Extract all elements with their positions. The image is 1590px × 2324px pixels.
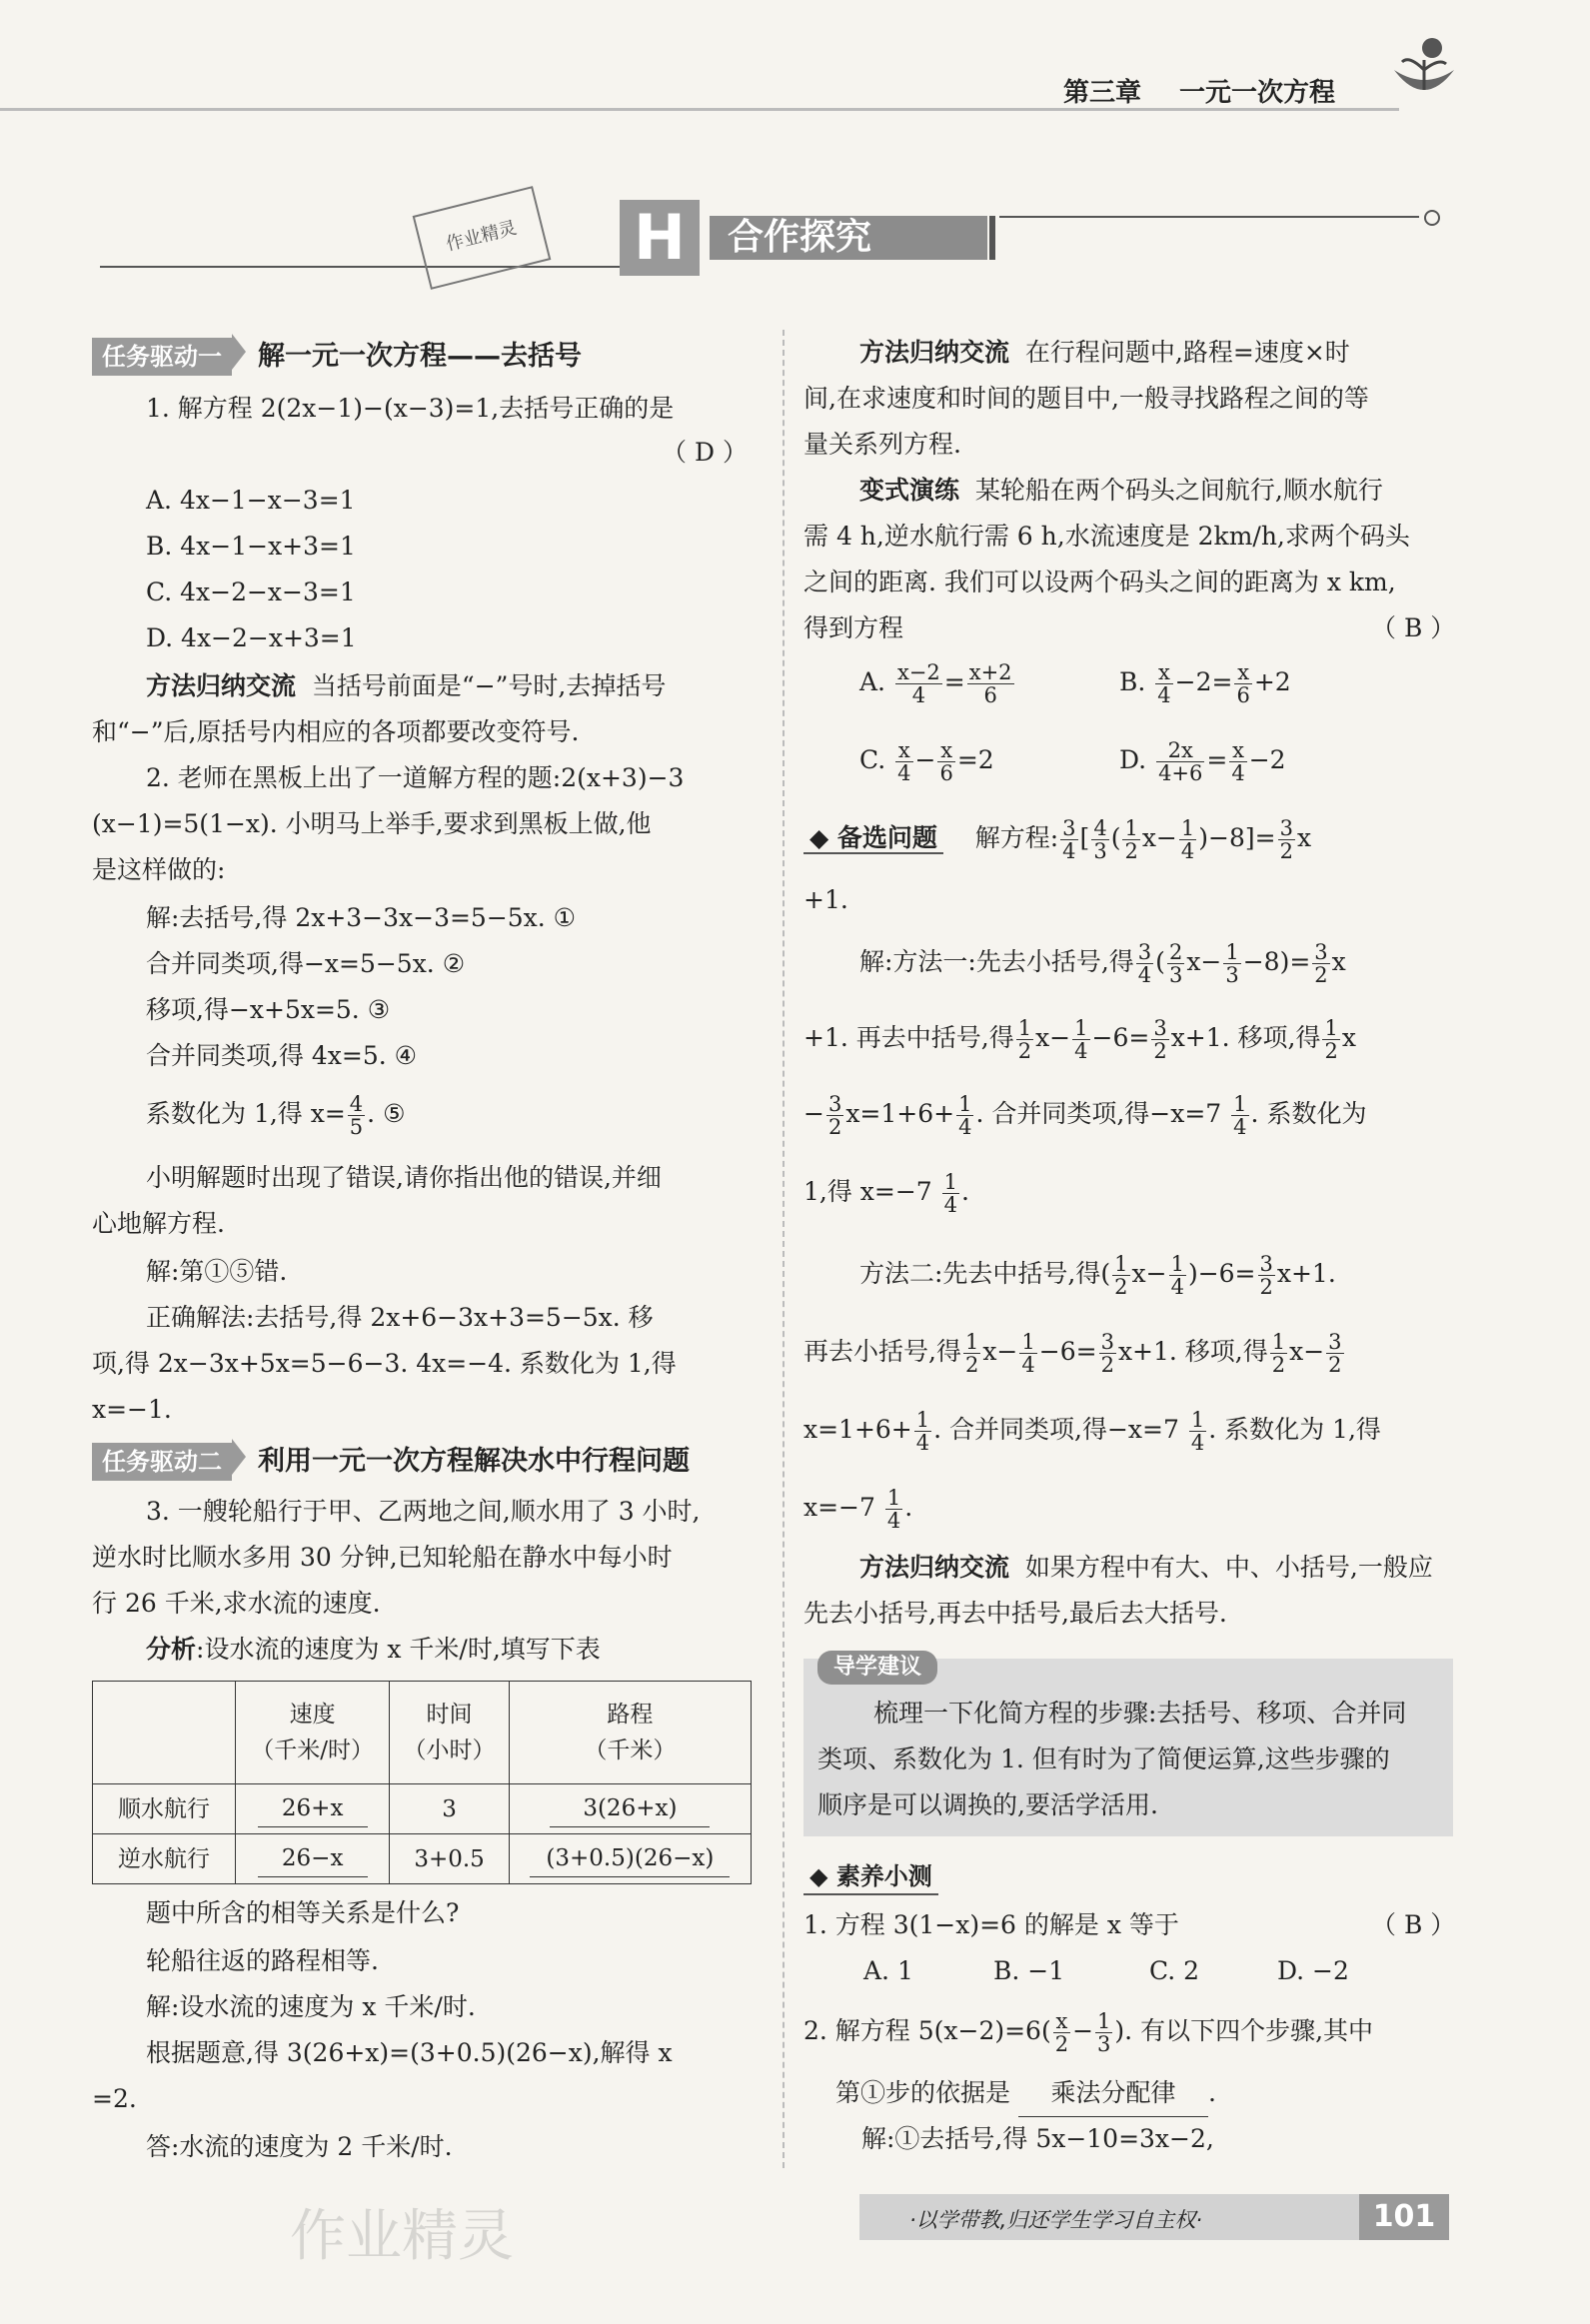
backup-m1-line2: +1. 再去中括号,得 $\frac{1}{2}$ x− $\frac{1}{4}$ −6= $\frac{3}{2}$ x+1. 移项,得 $\frac{1}{2}$ x [803,1016,1356,1063]
chapter-title: 一元一次方程 [1179,78,1336,108]
quiz-q1-answer: （ B ） [1371,1910,1456,1939]
q2-ans1: 解:第①⑤错. [146,1257,288,1286]
q2-line3: 是这样做的: [92,855,226,884]
watermark-text: 作业精灵 [290,2204,514,2269]
method2-text1: 在行程问题中,路程=速度×时 [1024,338,1350,367]
backup-m1-line4: 1,得 x=−7 $\frac{1}{4}$ . [803,1170,969,1217]
backup-problem-pre: 解方程: [974,823,1059,852]
section-banner [100,200,1439,280]
speed-table [92,1681,752,1884]
q2-step3: 移项,得−x+5x=5. ③ [146,995,391,1024]
quiz-label-text: 素养小测 [835,1862,932,1890]
method3-line1 [859,1545,1433,1591]
backup-m2-text3: . 合并同类项,得−x=7 [933,1415,1179,1444]
row2-speed [236,1834,390,1884]
q2-step2: 合并同类项,得−x=5−5x. ② [146,949,466,978]
variant-label: 变式演练 [859,476,960,505]
backup-m1-text3b: . 系数化为 [1250,1099,1367,1128]
q3-line1: 3. 一艘轮船行于甲、乙两地之间,顺水用了 3 小时, [146,1497,701,1526]
method3-line2: 先去小括号,再去中括号,最后去大括号. [803,1599,1227,1628]
q3-sol3: =2. [92,2084,137,2113]
table-row [93,1834,752,1884]
quiz-q1: 1. 方程 3(1−x)=6 的解是 x 等于 [803,1910,1179,1939]
q2-ans3: 项,得 2x−3x+5x=5−6−3. 4x=−4. 系数化为 1,得 [92,1349,677,1378]
task1-title: 解一元一次方程——去括号 [258,341,582,372]
variant-b-label: B. [1119,667,1146,696]
q3-line2: 逆水时比顺水多用 30 分钟,已知轮船在静水中每小时 [92,1543,673,1572]
section-badge: H [620,200,700,276]
q3-sol1: 解:设水流的速度为 x 千米/时. [146,1992,476,2021]
method1-line1 [146,663,666,709]
quiz-q1-option-b: B. −1 [993,1956,1065,1985]
backup-m2-line3: x=1+6+ $\frac{1}{4}$ . 合并同类项,得−x=7 $\frac{1}{4}$ . 系数化为 1,得 [803,1408,1381,1455]
row2-dist [509,1834,751,1884]
variant-option-a: A. $\frac{x-2}{4}$ = $\frac{x+2}{6}$ [859,660,1012,707]
q1-answer: （ D ） [662,438,748,467]
q2-step5-den: 5 [349,1115,364,1139]
header-time [390,1682,509,1784]
backup-m1-text2: +1. 再去中括号,得 [803,1023,1014,1052]
guide-line2: 类项、系数化为 1. 但有时为了简便运算,这些步骤的 [817,1744,1390,1773]
method3-text1: 如果方程中有大、中、小括号,一般应 [1024,1553,1433,1582]
variant-a-label: A. [859,667,886,696]
q1-option-a: A. 4x−1−x−3=1 [146,486,356,515]
q1-stem: 1. 解方程 2(2x−1)−(x−3)=1,去括号正确的是 [146,394,675,423]
header-time-2: （小时） [403,1738,496,1763]
backup-m1-text3: . 合并同类项,得−x=7 [975,1099,1222,1128]
quiz-q2-pre: 2. 解方程 5(x−2)=6( [803,2016,1051,2045]
backup-m1-text4: 1,得 x=−7 [803,1177,932,1206]
page-footer [0,2186,1590,2269]
task2-title: 利用一元一次方程解决水中行程问题 [258,1446,690,1477]
backup-label: ◆ 备选问题 [803,823,943,854]
variant-d-label: D. [1119,745,1147,774]
q3-analysis [146,1627,601,1673]
backup-m1-line1: 解:方法一:先去小括号,得 $\frac{3}{4}$ ( $\frac{2}{3}$ x− $\frac{1}{3}$ −8)= $\frac{3}{2}$ x [859,940,1346,987]
task2-heading [92,1439,690,1479]
q2-step5-num: 4 [349,1092,364,1116]
q2-line2: (x−1)=5(1−x). 小明马上举手,要求到黑板上做,他 [92,809,652,838]
page-number: 101 [1359,2194,1449,2240]
q2-step1: 解:去括号,得 2x+3−3x−3=5−5x. ① [146,903,577,932]
row1-speed-blank: 26+x [258,1790,368,1827]
method1-line2: 和“−”后,原括号内相应的各项都要改变符号. [92,717,580,746]
row1-time: 3 [390,1784,509,1834]
row2-speed-blank: 26−x [258,1840,368,1877]
q2-ans4: x=−1. [92,1395,172,1424]
row2-time: 3+0.5 [390,1834,509,1884]
table-header-row [93,1682,752,1784]
row1-label: 顺水航行 [93,1784,236,1834]
variant-line3: 之间的距离. 我们可以设两个码头之间的距离为 x km, [803,568,1396,596]
task2-tag: 任务驱动二 [92,1443,232,1481]
backup-m1-line3: − $\frac{3}{2}$ x=1+6+ $\frac{1}{4}$ . 合并同类项,得−x=7 $\frac{1}{4}$ . 系数化为 [803,1092,1367,1139]
guide-line3: 顺序是可以调换的,要活学活用. [817,1790,1158,1819]
q3-analysis-label: 分析 [146,1635,197,1664]
variant-c-label: C. [859,745,886,774]
column-divider [783,330,785,2168]
backup-m1-text1: 解:方法一:先去小括号,得 [859,947,1134,976]
quiz-q1-option-c: C. 2 [1149,1956,1200,1985]
backup-m2-text3b: . 系数化为 1,得 [1208,1415,1381,1444]
header-time-1: 时间 [426,1702,473,1728]
page-header [0,60,1590,112]
watermark-image [290,2192,514,2272]
q2-step4: 合并同类项,得 4x=5. ④ [146,1041,418,1070]
method2-line2: 间,在求速度和时间的题目中,一般寻找路程之间的等 [803,384,1369,413]
section-title: 合作探究 [710,216,987,260]
method2-line1 [859,330,1350,376]
stamp-text: 作业精灵 [444,217,520,256]
q3-rel-question: 题中所含的相等关系是什么? [146,1898,460,1927]
row1-speed [236,1784,390,1834]
guide-line1: 梳理一下化简方程的步骤:去括号、移项、合并同 [873,1699,1407,1728]
backup-m2-line1: 方法二:先去中括号,得( $\frac{1}{2}$ x− $\frac{1}{4}$ )−6= $\frac{3}{2}$ x+1. [859,1252,1336,1299]
q3-rel-answer: 轮船往返的路程相等. [146,1946,379,1975]
header-speed [236,1682,390,1784]
header-speed-2: （千米/时） [251,1738,375,1763]
q3-sol4: 答:水流的速度为 2 千米/时. [146,2132,453,2161]
header-dist-1: 路程 [607,1702,654,1728]
footer-slogan: ·以学带教,归还学生学习自主权· [909,2208,1203,2232]
header-dist [509,1682,751,1784]
task1-tag: 任务驱动一 [92,338,232,376]
q2-line1: 2. 老师在黑板上出了一道解方程的题:2(x+3)−3 [146,763,685,792]
q1-option-c: C. 4x−2−x−3=1 [146,578,356,606]
q2-ans2: 正确解法:去括号,得 2x+6−3x+3=5−5x. 移 [146,1303,654,1332]
method1-text1: 当括号前面是“−”号时,去掉括号 [311,671,667,700]
guide-label: 导学建议 [817,1651,937,1685]
row2-dist-blank: (3+0.5)(26−x) [530,1840,730,1877]
backup-m2-text1: 方法二:先去中括号,得 [859,1259,1101,1288]
quiz-q2-blank: 乘法分配律 [1018,2070,1208,2117]
q2-step5-frac [348,1093,365,1138]
quiz-q1-option-d: D. −2 [1277,1956,1349,1985]
quiz-q1-option-a: A. 1 [863,1956,913,1985]
backup-problem: ◆ 备选问题 解方程: $\frac{3}{4}$ [ $\frac{4}{3}$ ( $\frac{1}{2}$ x− $\frac{1}{4}$ )−8]= $\frac{3}{2}$ x [803,815,1311,861]
variant-option-b: B. $\frac{x}{4}$ −2= $\frac{x}{6}$ +2 [1119,660,1291,707]
q2-step5-post: . ⑤ [367,1099,406,1128]
row2-label: 逆水航行 [93,1834,236,1884]
variant-option-c: C. $\frac{x}{4}$ − $\frac{x}{6}$ =2 [859,738,994,785]
backup-m2-text4: x=−7 [803,1493,875,1522]
method1-label: 方法归纳交流 [146,671,297,700]
q3-analysis-text: :设水流的速度为 x 千米/时,填写下表 [196,1635,601,1664]
header-speed-1: 速度 [289,1702,336,1728]
variant-line2: 需 4 h,逆水航行需 6 h,水流速度是 2km/h,求两个码头 [803,522,1410,551]
backup-m2-line4: x=−7 $\frac{1}{4}$ . [803,1486,913,1533]
quiz-q2-l2-post: . [1207,2078,1216,2107]
backup-m2-text2: 再去小括号,得 [803,1337,961,1366]
q2-step5 [146,1091,405,1137]
row1-dist-blank: 3(26+x) [550,1790,710,1827]
q2-step5-pre: 系数化为 1,得 x= [146,1099,346,1128]
variant-answer: （ B ） [1371,613,1456,642]
q1-option-b: B. 4x−1−x+3=1 [146,532,356,561]
q3-sol2: 根据题意,得 3(26+x)=(3+0.5)(26−x),解得 x [146,2038,673,2067]
method3-label: 方法归纳交流 [859,1553,1010,1582]
backup-m2-line2: 再去小括号,得 $\frac{1}{2}$ x− $\frac{1}{4}$ −6= $\frac{3}{2}$ x+1. 移项,得 $\frac{1}{2}$ x− $\frac{3}{2}$ [803,1330,1342,1377]
stamp-image [413,186,552,290]
backup-problem-tail: +1. [803,885,848,914]
task1-heading [92,334,582,374]
quiz-q2-line3: 解:①去括号,得 5x−10=3x−2, [861,2124,1214,2153]
quiz-q2-l2-pre: 第①步的依据是 [835,2078,1011,2107]
method2-label: 方法归纳交流 [859,338,1010,367]
variant-line4: 得到方程 [803,613,904,642]
q1-option-d: D. 4x−2−x+3=1 [146,623,357,652]
quiz-q2-post: ). 有以下四个步骤,其中 [1114,2016,1374,2045]
quiz-q2-line1: 2. 解方程 5(x−2)=6( $\frac{x}{2}$ − $\frac{1}{3}$ ). 有以下四个步骤,其中 [803,2009,1374,2056]
variant-line1 [859,468,1383,514]
q3-line3: 行 26 千米,求水流的速度. [92,1589,381,1618]
header-dist-2: （千米） [584,1738,677,1763]
chapter-label: 第三章 [1063,78,1142,108]
variant-text1: 某轮船在两个码头之间航行,顺水航行 [974,476,1383,505]
quiz-label: ◆ 素养小测 [803,1856,938,1895]
guide-box [803,1655,1453,1836]
method2-line3: 量关系列方程. [803,430,961,459]
variant-option-d: D. $\frac{2x}{4+6}$ = $\frac{x}{4}$ −2 [1119,738,1286,785]
sprout-logo-icon [1384,30,1464,110]
q2-ask1: 小明解题时出现了错误,请你指出他的错误,并细 [146,1163,662,1192]
table-row [93,1784,752,1834]
row1-dist [509,1784,751,1834]
q2-ask2: 心地解方程. [92,1209,225,1238]
quiz-q2-line2 [835,2070,1216,2116]
